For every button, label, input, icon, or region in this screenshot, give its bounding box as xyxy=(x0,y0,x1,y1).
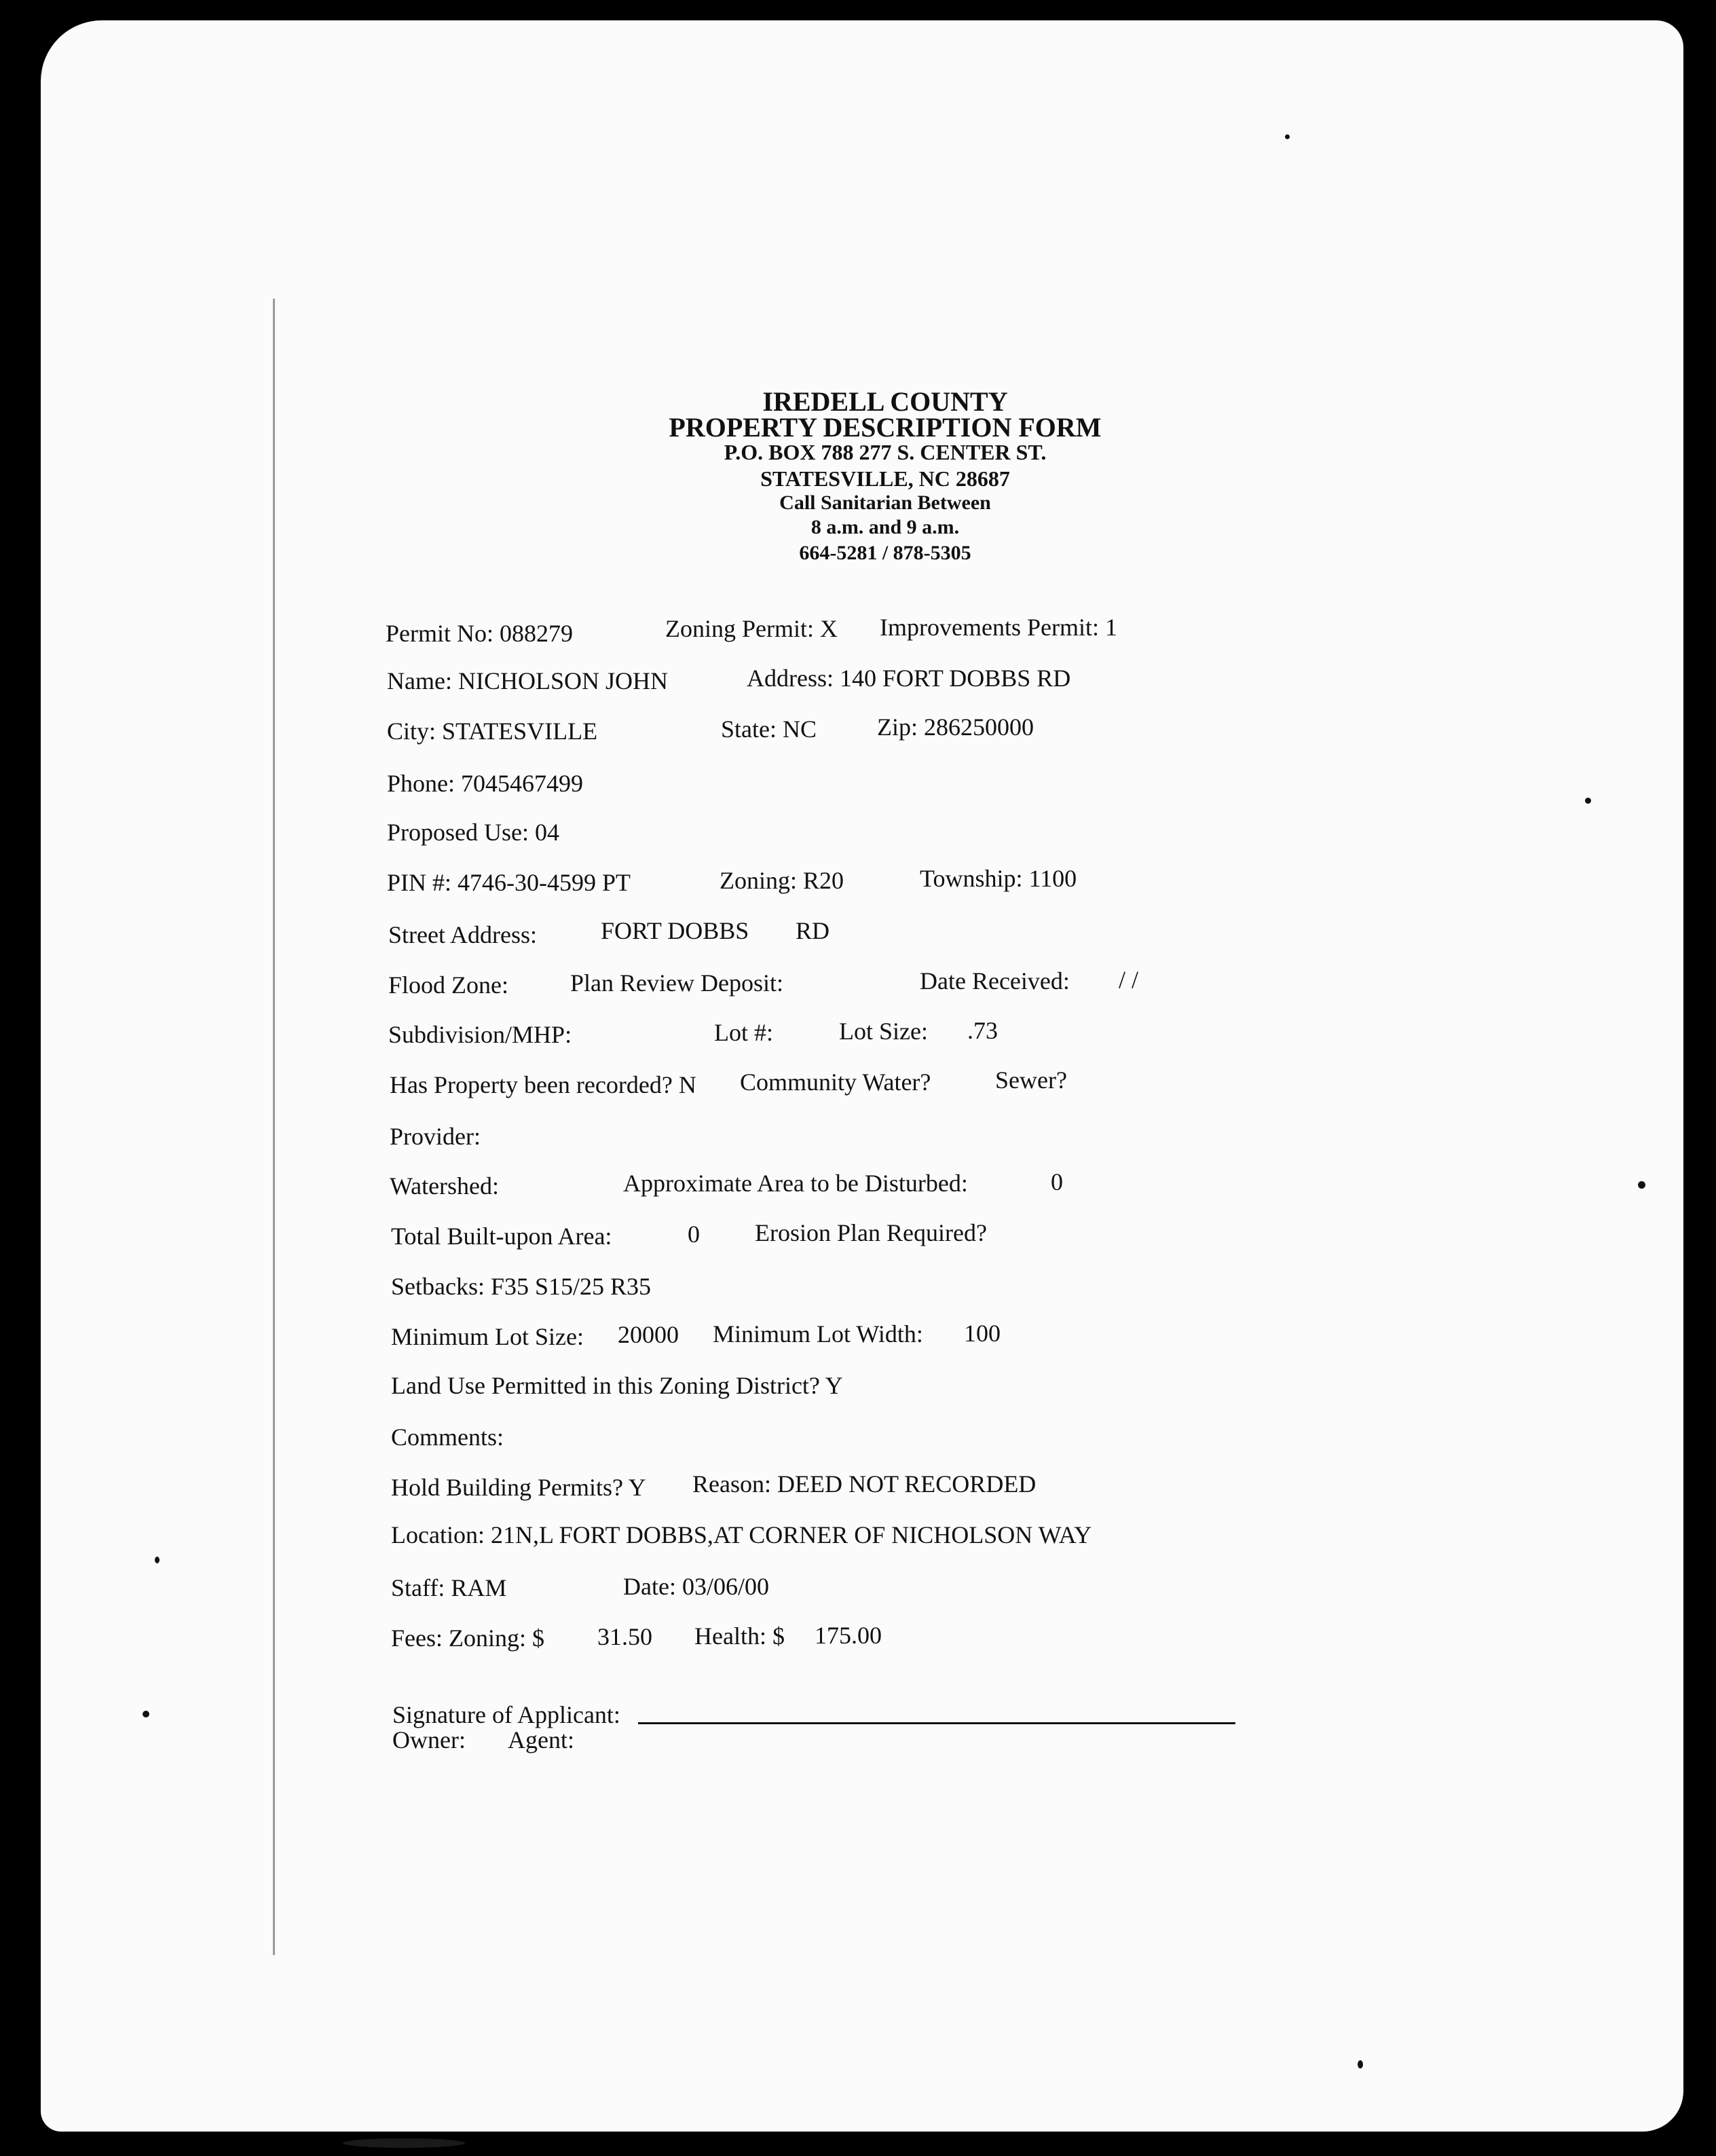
call-hours: 8 a.m. and 9 a.m. xyxy=(810,516,960,538)
scan-smudge xyxy=(343,2138,465,2148)
fees-health-value: 175.00 xyxy=(815,1622,882,1649)
scan-speck xyxy=(155,1557,160,1563)
watershed: Watershed: xyxy=(390,1172,500,1200)
form-title: PROPERTY DESCRIPTION FORM xyxy=(669,412,1102,443)
phone-numbers: 664-5281 / 878-5305 xyxy=(799,542,971,564)
area-disturbed-value: 0 xyxy=(1051,1168,1063,1195)
flood-zone: Flood Zone: xyxy=(388,971,508,999)
permit-no: Permit No: 088279 xyxy=(386,620,573,647)
signature-label: Signature of Applicant: xyxy=(392,1701,620,1728)
zip: Zip: 286250000 xyxy=(877,713,1034,741)
scan-speck xyxy=(1285,134,1290,139)
improvements-permit: Improvements Permit: 1 xyxy=(880,614,1117,641)
scan-speck xyxy=(143,1711,149,1717)
area-disturbed: Approximate Area to be Disturbed: xyxy=(623,1170,968,1197)
setbacks: Setbacks: F35 S15/25 R35 xyxy=(391,1273,652,1300)
state: State: NC xyxy=(721,715,817,743)
location: Location: 21N,L FORT DOBBS,AT CORNER OF NICHOLSON WAY xyxy=(391,1521,1092,1548)
fees-zoning-value: 31.50 xyxy=(597,1623,652,1650)
proposed-use: Proposed Use: 04 xyxy=(387,819,559,846)
provider: Provider: xyxy=(390,1123,481,1150)
lot-size-value: .73 xyxy=(967,1017,998,1044)
date-received: Date Received: xyxy=(920,967,1070,995)
call-instructions: Call Sanitarian Between xyxy=(779,491,991,514)
staff: Staff: RAM xyxy=(391,1574,507,1601)
owner-label: Owner: xyxy=(392,1726,466,1753)
lot-size: Lot Size: xyxy=(839,1018,928,1045)
min-lot-size-value: 20000 xyxy=(618,1321,679,1348)
erosion-plan: Erosion Plan Required? xyxy=(755,1219,987,1246)
comments: Comments: xyxy=(391,1424,504,1451)
lot-number: Lot #: xyxy=(714,1019,773,1046)
property-recorded: Has Property been recorded? N xyxy=(390,1071,696,1098)
agent-label: Agent: xyxy=(508,1726,574,1753)
scan-speck xyxy=(1358,2060,1363,2068)
signature-line xyxy=(638,1722,1235,1724)
city-line: STATESVILLE, NC 28687 xyxy=(760,466,1010,491)
min-lot-size: Minimum Lot Size: xyxy=(391,1323,584,1350)
subdivision: Subdivision/MHP: xyxy=(388,1021,572,1048)
plan-review-deposit: Plan Review Deposit: xyxy=(570,969,783,997)
fees-health: Health: $ xyxy=(694,1622,785,1650)
min-lot-width: Minimum Lot Width: xyxy=(713,1320,923,1348)
hold-reason: Reason: DEED NOT RECORDED xyxy=(692,1470,1037,1498)
township: Township: 1100 xyxy=(920,865,1077,892)
land-use-permitted: Land Use Permitted in this Zoning District? Y xyxy=(391,1372,843,1399)
scan-speck xyxy=(1585,798,1591,804)
street-address-label: Street Address: xyxy=(388,921,537,948)
pin-number: PIN #: 4746-30-4599 PT xyxy=(387,869,631,896)
min-lot-width-value: 100 xyxy=(964,1320,1001,1347)
date-received-value: / / xyxy=(1119,966,1139,993)
built-upon-area: Total Built-upon Area: xyxy=(391,1223,612,1250)
street-suffix: RD xyxy=(796,917,830,944)
hold-building-permits: Hold Building Permits? Y xyxy=(391,1474,646,1501)
mailing-address: P.O. BOX 788 277 S. CENTER ST. xyxy=(724,440,1047,464)
fees-zoning: Fees: Zoning: $ xyxy=(391,1624,544,1652)
street-name: FORT DOBBS xyxy=(601,917,749,944)
sewer: Sewer? xyxy=(995,1066,1067,1094)
scan-speck xyxy=(1638,1181,1645,1189)
city: City: STATESVILLE xyxy=(387,718,598,745)
county-title: IREDELL COUNTY xyxy=(762,386,1008,417)
zoning-permit: Zoning Permit: X xyxy=(665,615,838,642)
built-upon-area-value: 0 xyxy=(688,1221,700,1248)
applicant-name: Name: NICHOLSON JOHN xyxy=(387,667,668,694)
community-water: Community Water? xyxy=(740,1068,931,1096)
applicant-address: Address: 140 FORT DOBBS RD xyxy=(747,665,1071,692)
zoning: Zoning: R20 xyxy=(720,867,844,894)
phone: Phone: 7045467499 xyxy=(387,770,584,797)
date: Date: 03/06/00 xyxy=(623,1573,769,1600)
